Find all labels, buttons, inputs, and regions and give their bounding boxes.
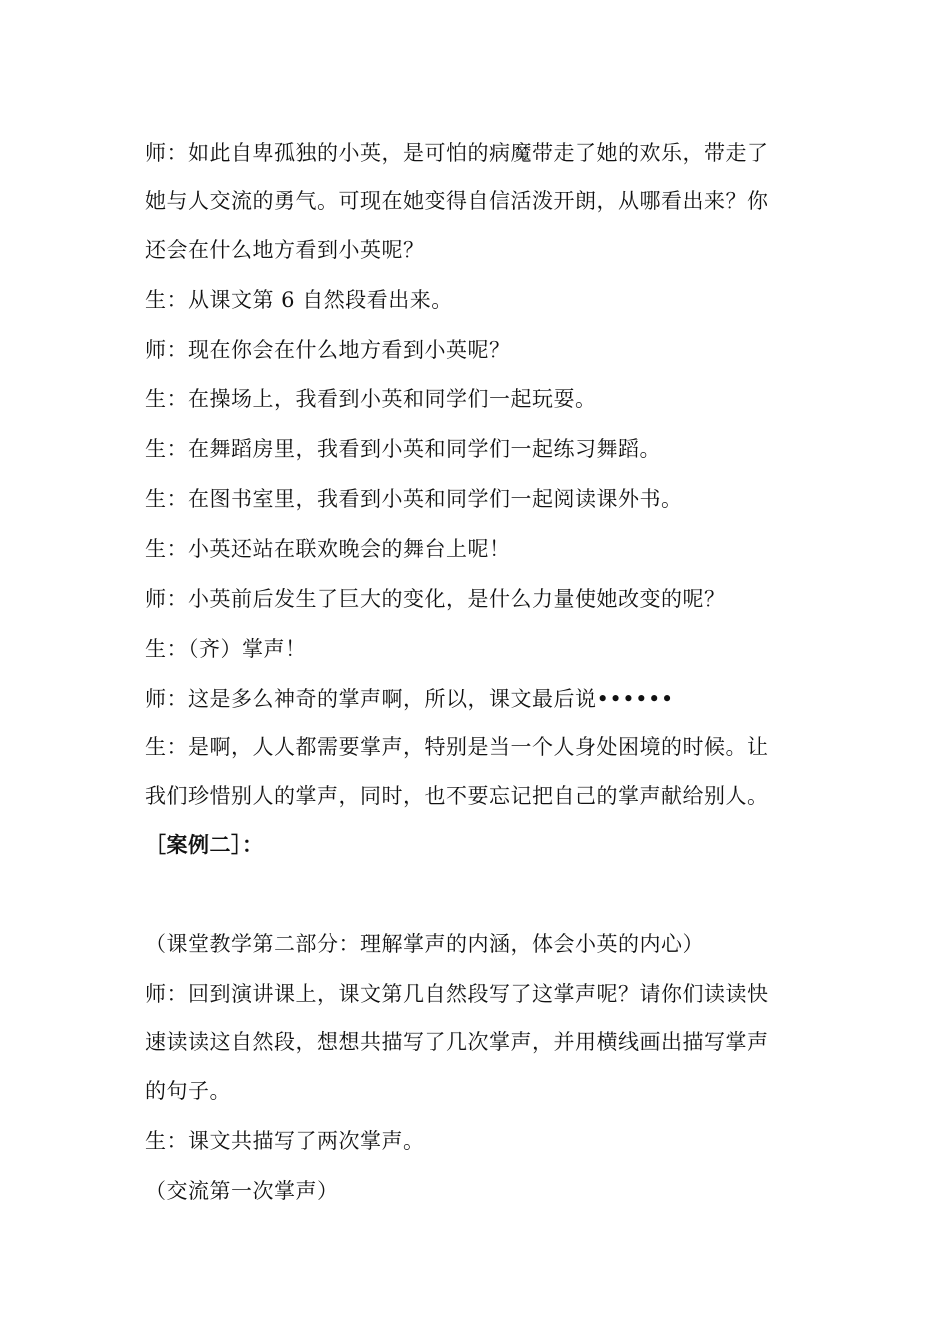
text-line: 师：这是多么神奇的掌声啊，所以，课文最后说•••••• (145, 687, 674, 711)
text-line: 生：课文共描写了两次掌声。 (145, 1129, 425, 1153)
section-heading: ［案例二］： (145, 833, 264, 857)
text-line: 师：如此自卑孤独的小英，是可怕的病魔带走了她的欢乐，带走了 (145, 141, 769, 165)
text-line: 生：从课文第 6 自然段看出来。 (145, 288, 453, 312)
text-line: 师：小英前后发生了巨大的变化，是什么力量使她改变的呢？ (145, 587, 726, 611)
text-line: 生：小英还站在联欢晚会的舞台上呢！ (145, 537, 511, 561)
text-line: 生：在图书室里，我看到小英和同学们一起阅读课外书。 (145, 487, 683, 511)
text-line: 的句子。 (145, 1079, 231, 1103)
text-line: 生：在操场上，我看到小英和同学们一起玩耍。 (145, 387, 597, 411)
text-line: 师：回到演讲课上，课文第几自然段写了这掌声呢？请你们读读快 (145, 982, 769, 1006)
text-line: 生：是啊，人人都需要掌声，特别是当一个人身处困境的时候。让 (145, 735, 769, 759)
text-line: 生：（齐）掌声！ (145, 637, 307, 661)
text-line: 她与人交流的勇气。可现在她变得自信活泼开朗，从哪看出来？你 (145, 189, 769, 213)
text-line: 生：在舞蹈房里，我看到小英和同学们一起练习舞蹈。 (145, 437, 661, 461)
text-line: （课堂教学第二部分：理解掌声的内涵，体会小英的内心） (145, 932, 704, 956)
text-line: （交流第一次掌声） (145, 1179, 339, 1203)
text-line: 我们珍惜别人的掌声，同时，也不要忘记把自己的掌声献给别人。 (145, 784, 769, 808)
text-line: 还会在什么地方看到小英呢？ (145, 238, 425, 262)
text-line: 速读读这自然段，想想共描写了几次掌声，并用横线画出描写掌声 (145, 1030, 769, 1054)
text-line: 师：现在你会在什么地方看到小英呢？ (145, 338, 511, 362)
